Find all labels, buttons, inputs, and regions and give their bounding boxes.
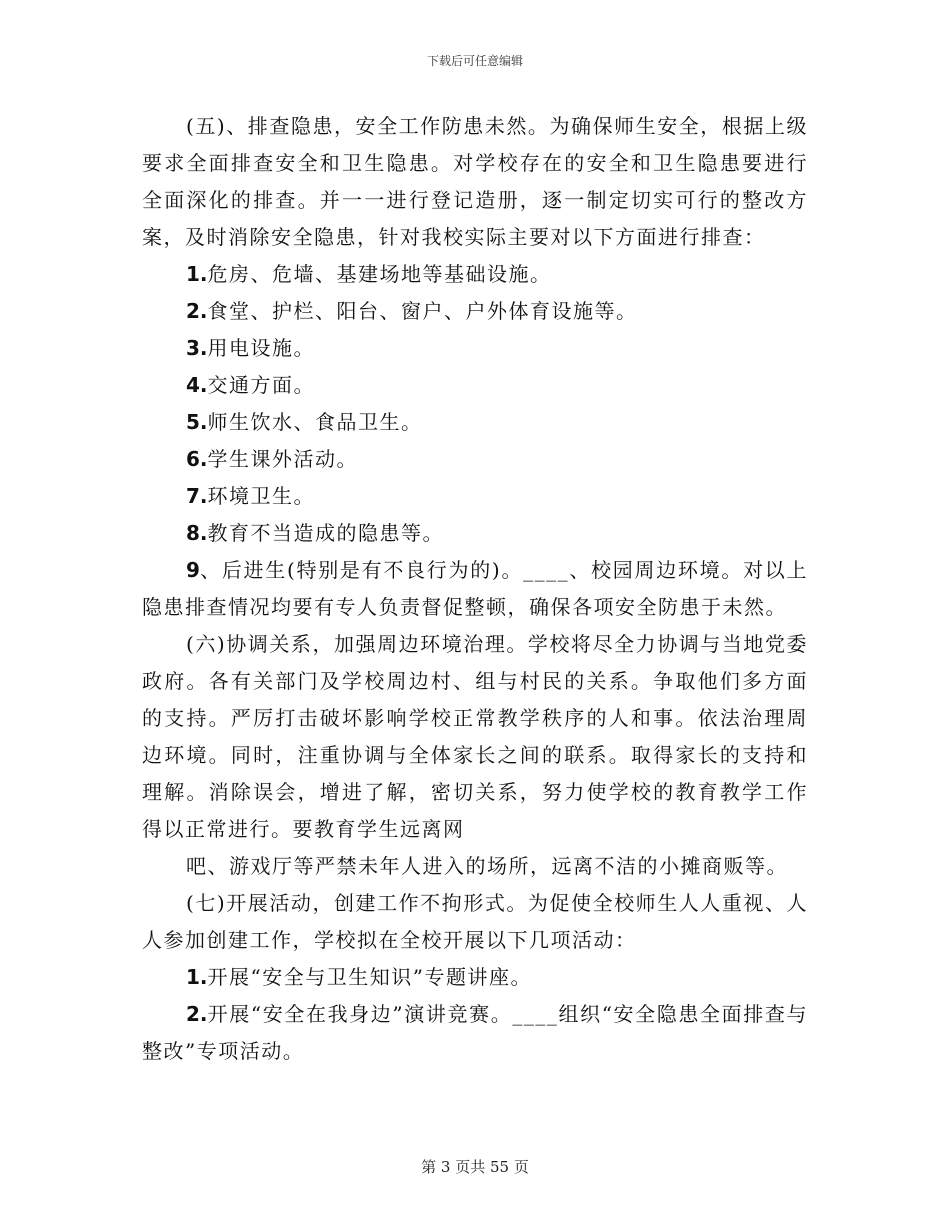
- paragraph-section-6: (六)协调关系，加强周边环境治理。学校将尽全力协调与当地党委政府。各有关部门及学校周边村、组与村民的关系。争取他们多方面的支持。严厉打击破坏影响学校正常教学秩序的人和事。依法治理周边环境。同时，注重协调与全体家长之间的联系。取得家长的支持和理解。消除误会，增进了解，密切关系，努力使学校的教育教学工作得以正常进行。要教育学生远离网: [142, 632, 808, 841]
- activity-item-2: 2.开展“安全在我身边”演讲竞赛。____组织“安全隐患全面排查与整改”专项活动。: [142, 1002, 808, 1063]
- list-item-2: 2.食堂、护栏、阳台、窗户、户外体育设施等。: [186, 299, 638, 323]
- page-header-note: 下载后可任意编辑: [426, 54, 523, 68]
- paragraph-continuation: 吧、游戏厅等严禁未年人进入的场所，远离不洁的小摊商贩等。: [186, 854, 788, 878]
- document-body: [142, 108, 808, 1070]
- list-item-8: 8.教育不当造成的隐患等。: [186, 521, 445, 545]
- list-item-4: 4.交通方面。: [186, 373, 316, 397]
- list-item-7: 7.环境卫生。: [186, 484, 316, 508]
- list-item-6: 6.学生课外活动。: [186, 447, 359, 471]
- paragraph-section-5: (五)、排查隐患，安全工作防患未然。为确保师生安全，根据上级要求全面排查安全和卫生隐患。对学校存在的安全和卫生隐患要进行全面深化的排查。并一一进行登记造册，逐一制定切实可行的整改方案，及时消除安全隐患，针对我校实际主要对以下方面进行排查：: [142, 114, 808, 249]
- page-number-footer: 第 3 页共 55 页: [421, 1158, 529, 1176]
- list-item-9: 9、后进生(特别是有不良行为的)。____、校园周边环境。对以上隐患排查情况均要有专人负责督促整顿，确保各项安全防患于未然。: [142, 558, 808, 619]
- paragraph-section-7: (七)开展活动，创建工作不拘形式。为促使全校师生人人重视、人人参加创建工作，学校拟在全校开展以下几项活动：: [142, 891, 808, 952]
- list-item-1: 1.危房、危墙、基建场地等基础设施。: [186, 262, 552, 286]
- list-item-3: 3.用电设施。: [186, 336, 316, 360]
- activity-item-1: 1.开展“安全与卫生知识”专题讲座。: [186, 965, 532, 989]
- list-item-5: 5.师生饮水、食品卫生。: [186, 410, 423, 434]
